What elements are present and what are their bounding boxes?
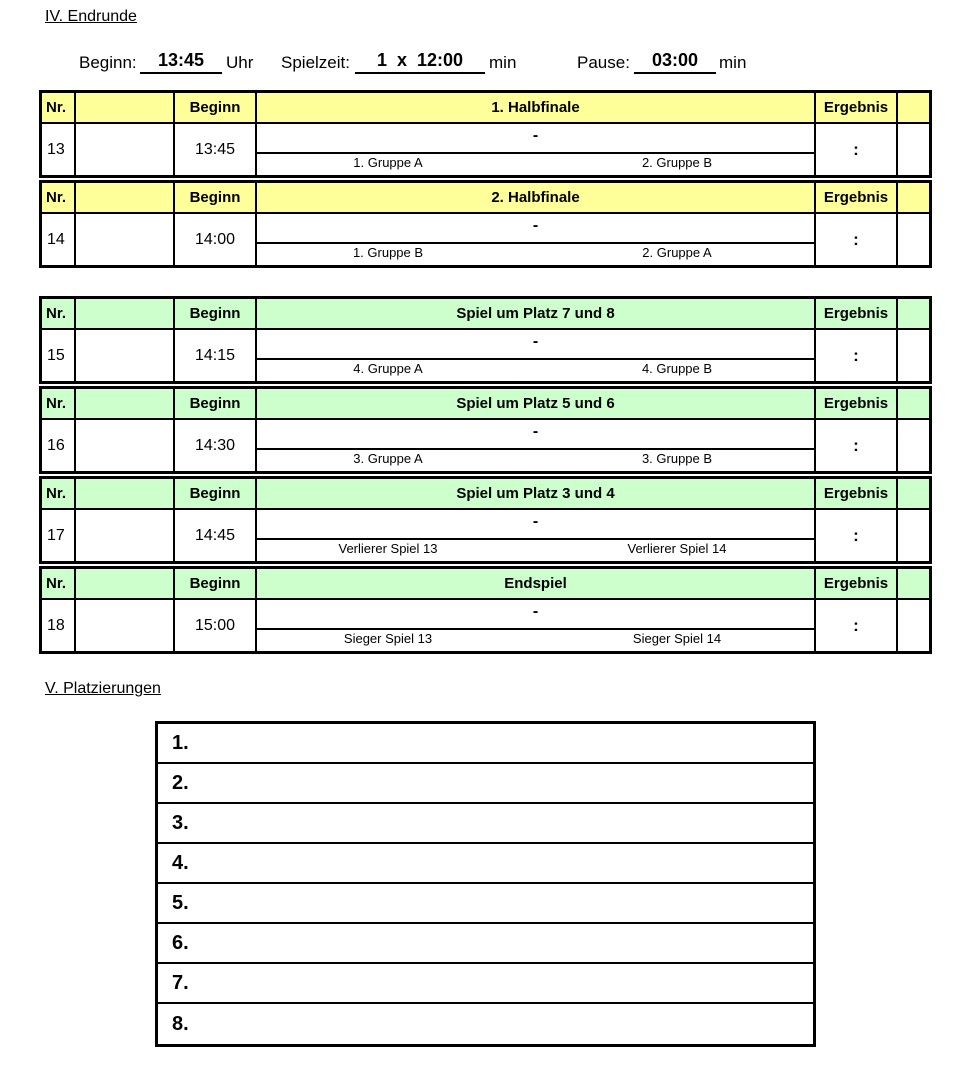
game-block-14 xyxy=(39,180,932,268)
game-title: 1. Halbfinale xyxy=(257,93,816,122)
beginn-label: Beginn: xyxy=(79,53,137,72)
header-empty xyxy=(898,389,929,418)
header-empty xyxy=(76,299,175,328)
game-number: 15 xyxy=(42,330,76,381)
team-a-label: Verlierer Spiel 13 xyxy=(338,541,438,556)
empty-cell xyxy=(76,510,175,561)
spielzeit-unit: min xyxy=(489,53,517,72)
matchup-cell xyxy=(257,330,816,381)
result-field[interactable]: : xyxy=(816,214,898,265)
game-header xyxy=(42,389,929,420)
header-empty xyxy=(76,569,175,598)
game-header xyxy=(42,299,929,330)
placement-row[interactable]: 7. xyxy=(158,964,813,1004)
game-number: 16 xyxy=(42,420,76,471)
result-field[interactable]: : xyxy=(816,600,898,651)
placement-row[interactable]: 1. xyxy=(158,724,813,764)
team-a-label: 1. Gruppe B xyxy=(352,245,424,260)
matchup-cell xyxy=(257,214,816,265)
matchup-cell xyxy=(257,124,816,175)
game-time: 14:30 xyxy=(175,420,257,471)
game-number: 17 xyxy=(42,510,76,561)
section-title-platzierungen: V. Platzierungen xyxy=(45,680,161,697)
header-empty xyxy=(76,183,175,212)
header-nr: Nr. xyxy=(42,479,76,508)
empty-cell xyxy=(76,600,175,651)
result-field[interactable]: : xyxy=(816,330,898,381)
game-title: Spiel um Platz 5 und 6 xyxy=(257,389,816,418)
game-number: 13 xyxy=(42,124,76,175)
entry-line xyxy=(257,628,814,630)
game-title: Spiel um Platz 3 und 4 xyxy=(257,479,816,508)
matchup-cell xyxy=(257,600,816,651)
game-block-13 xyxy=(39,90,932,178)
team-a-label: 1. Gruppe A xyxy=(353,155,423,170)
result-field[interactable]: : xyxy=(816,510,898,561)
beginn-unit: Uhr xyxy=(226,53,254,72)
header-empty xyxy=(898,299,929,328)
header-empty xyxy=(76,479,175,508)
entry-line xyxy=(257,538,814,540)
match-separator: - xyxy=(532,603,539,620)
game-header xyxy=(42,93,929,124)
section-title-endrunde: IV. Endrunde xyxy=(45,8,137,25)
game-row xyxy=(42,420,929,471)
game-row xyxy=(42,330,929,381)
result-field[interactable]: : xyxy=(816,124,898,175)
placement-row[interactable]: 6. xyxy=(158,924,813,964)
placement-row[interactable]: 8. xyxy=(172,1012,189,1035)
empty-cell xyxy=(76,124,175,175)
header-ergebnis: Ergebnis xyxy=(816,389,898,418)
game-time: 14:45 xyxy=(175,510,257,561)
match-separator: - xyxy=(532,423,539,440)
game-time: 13:45 xyxy=(175,124,257,175)
game-header xyxy=(42,183,929,214)
game-header xyxy=(42,479,929,510)
game-block-15 xyxy=(39,296,932,384)
spielzeit-label: Spielzeit: xyxy=(281,53,350,72)
empty-cell xyxy=(898,600,929,651)
team-b-label: Sieger Spiel 14 xyxy=(632,631,722,646)
header-nr: Nr. xyxy=(42,389,76,418)
header-beginn: Beginn xyxy=(175,569,257,598)
game-time: 14:00 xyxy=(175,214,257,265)
header-nr: Nr. xyxy=(42,569,76,598)
header-empty xyxy=(76,389,175,418)
header-empty xyxy=(898,93,929,122)
header-nr: Nr. xyxy=(42,183,76,212)
placement-row[interactable]: 4. xyxy=(158,844,813,884)
header-beginn: Beginn xyxy=(175,93,257,122)
entry-line xyxy=(257,358,814,360)
game-number: 14 xyxy=(42,214,76,265)
entry-line xyxy=(257,448,814,450)
header-beginn: Beginn xyxy=(175,479,257,508)
game-row xyxy=(42,214,929,265)
match-separator: - xyxy=(532,127,539,144)
entry-line xyxy=(257,152,814,154)
game-title: Spiel um Platz 7 und 8 xyxy=(257,299,816,328)
placement-row[interactable]: 2. xyxy=(158,764,813,804)
header-beginn: Beginn xyxy=(175,299,257,328)
game-block-17 xyxy=(39,476,932,564)
pause-unit: min xyxy=(719,53,747,72)
spielzeit-value: 1 x 12:00 xyxy=(355,50,485,74)
header-empty xyxy=(898,183,929,212)
header-empty xyxy=(76,93,175,122)
empty-cell xyxy=(76,420,175,471)
header-ergebnis: Ergebnis xyxy=(816,183,898,212)
empty-cell xyxy=(898,330,929,381)
header-beginn: Beginn xyxy=(175,389,257,418)
match-separator: - xyxy=(532,333,539,350)
header-ergebnis: Ergebnis xyxy=(816,479,898,508)
header-nr: Nr. xyxy=(42,93,76,122)
game-row xyxy=(42,510,929,561)
team-b-label: 4. Gruppe B xyxy=(641,361,713,376)
team-a-label: 3. Gruppe A xyxy=(353,451,423,466)
matchup-cell xyxy=(257,420,816,471)
game-time: 15:00 xyxy=(175,600,257,651)
result-field[interactable]: : xyxy=(816,420,898,471)
matchup-cell xyxy=(257,510,816,561)
match-separator: - xyxy=(532,513,539,530)
beginn-value: 13:45 xyxy=(140,50,222,74)
pause-label: Pause: xyxy=(577,53,630,72)
team-b-label: 2. Gruppe B xyxy=(641,155,713,170)
placement-row[interactable]: 3. xyxy=(158,804,813,844)
empty-cell xyxy=(76,330,175,381)
empty-cell xyxy=(898,510,929,561)
team-a-label: Sieger Spiel 13 xyxy=(343,631,433,646)
header-nr: Nr. xyxy=(42,299,76,328)
empty-cell xyxy=(898,420,929,471)
empty-cell xyxy=(898,214,929,265)
game-row xyxy=(42,124,929,175)
game-title: Endspiel xyxy=(257,569,816,598)
game-block-16 xyxy=(39,386,932,474)
team-a-label: 4. Gruppe A xyxy=(353,361,423,376)
pause-value: 03:00 xyxy=(634,50,716,74)
game-row xyxy=(42,600,929,651)
header-beginn: Beginn xyxy=(175,183,257,212)
schedule-info xyxy=(0,50,977,76)
header-ergebnis: Ergebnis xyxy=(816,569,898,598)
game-block-18 xyxy=(39,566,932,654)
header-empty xyxy=(898,479,929,508)
header-empty xyxy=(898,569,929,598)
entry-line xyxy=(257,242,814,244)
game-time: 14:15 xyxy=(175,330,257,381)
header-ergebnis: Ergebnis xyxy=(816,93,898,122)
game-title: 2. Halbfinale xyxy=(257,183,816,212)
team-b-label: 2. Gruppe A xyxy=(642,245,712,260)
game-number: 18 xyxy=(42,600,76,651)
header-ergebnis: Ergebnis xyxy=(816,299,898,328)
empty-cell xyxy=(76,214,175,265)
team-b-label: 3. Gruppe B xyxy=(641,451,713,466)
match-separator: - xyxy=(532,217,539,234)
team-b-label: Verlierer Spiel 14 xyxy=(627,541,727,556)
placement-row[interactable]: 5. xyxy=(158,884,813,924)
game-header xyxy=(42,569,929,600)
placements-table xyxy=(155,721,816,1047)
empty-cell xyxy=(898,124,929,175)
